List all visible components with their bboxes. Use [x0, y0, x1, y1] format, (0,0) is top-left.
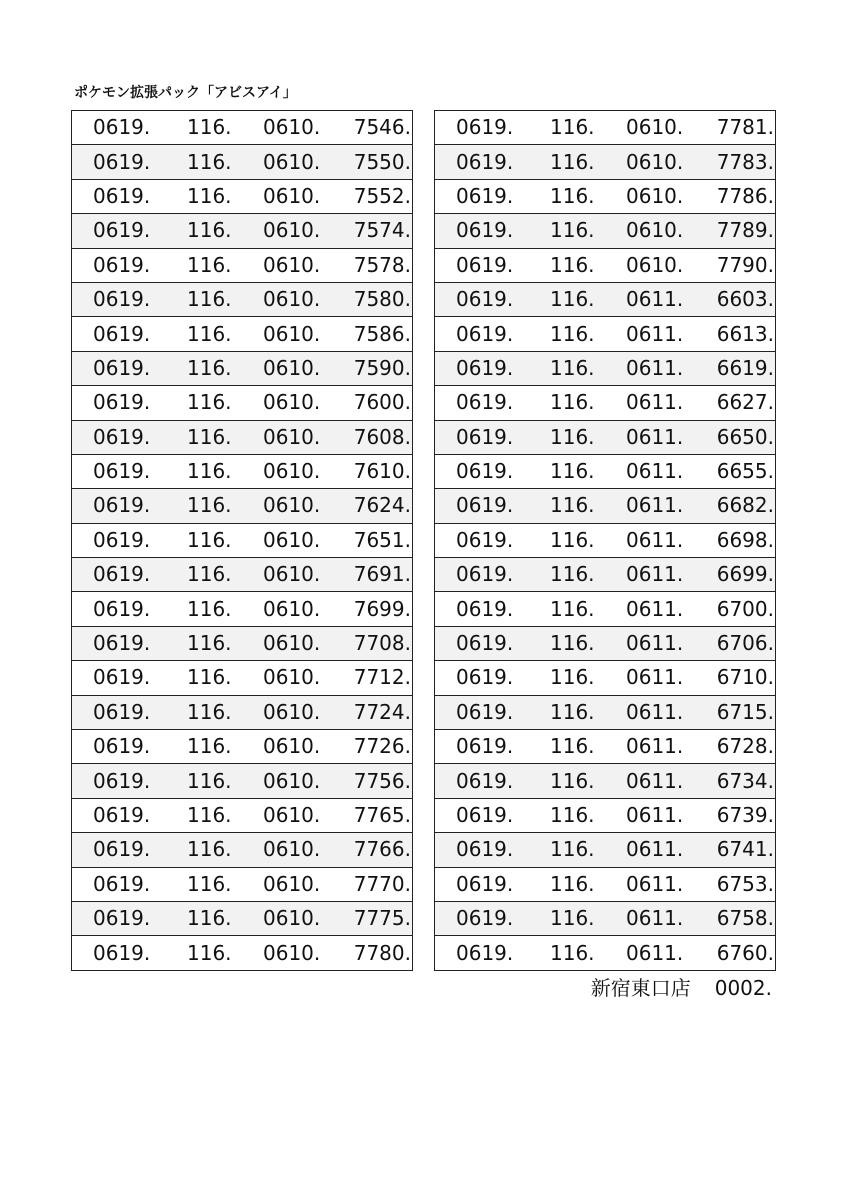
- number-segment-4: 7610.: [349, 454, 413, 488]
- number-segment-4: 7708.: [349, 626, 413, 660]
- number-segment-4: 7608.: [349, 420, 413, 454]
- number-segment-1: 0619.: [435, 420, 541, 454]
- number-segment-3: 0610.: [261, 523, 349, 557]
- number-segment-1: 0619.: [72, 936, 178, 970]
- number-segment-1: 0619.: [435, 867, 541, 901]
- table-row: [72, 695, 413, 729]
- number-segment-1: 0619.: [72, 489, 178, 523]
- number-segment-4: 6698.: [712, 523, 776, 557]
- number-segment-1: 0619.: [72, 833, 178, 867]
- number-segment-4: 7574.: [349, 214, 413, 248]
- number-segment-3: 0610.: [624, 248, 712, 282]
- number-segment-3: 0610.: [261, 558, 349, 592]
- number-segment-1: 0619.: [72, 558, 178, 592]
- number-segment-2: 116.: [540, 145, 624, 179]
- table-row: [72, 214, 413, 248]
- number-segment-1: 0619.: [72, 214, 178, 248]
- number-segment-3: 0611.: [624, 901, 712, 935]
- table-row: [435, 420, 776, 454]
- table-row: [72, 798, 413, 832]
- table-row: [435, 111, 776, 145]
- number-segment-3: 0611.: [624, 626, 712, 660]
- number-segment-2: 116.: [540, 489, 624, 523]
- number-segment-2: 116.: [540, 833, 624, 867]
- number-segment-2: 116.: [540, 558, 624, 592]
- number-segment-1: 0619.: [435, 626, 541, 660]
- number-segment-4: 7724.: [349, 695, 413, 729]
- number-segment-3: 0611.: [624, 420, 712, 454]
- number-segment-2: 116.: [540, 282, 624, 316]
- table-row: [435, 936, 776, 970]
- number-segment-1: 0619.: [72, 454, 178, 488]
- number-segment-3: 0610.: [261, 626, 349, 660]
- table-row: [435, 248, 776, 282]
- number-segment-4: 6603.: [712, 282, 776, 316]
- number-segment-4: 7546.: [349, 111, 413, 145]
- table-row: [435, 282, 776, 316]
- number-segment-3: 0611.: [624, 351, 712, 385]
- number-segment-2: 116.: [540, 179, 624, 213]
- number-segment-2: 116.: [177, 489, 261, 523]
- table-row: [72, 523, 413, 557]
- table-row: [72, 833, 413, 867]
- number-segment-2: 116.: [177, 248, 261, 282]
- number-segment-3: 0610.: [261, 111, 349, 145]
- number-segment-3: 0610.: [261, 695, 349, 729]
- table-row: [435, 214, 776, 248]
- table-row: [435, 626, 776, 660]
- number-segment-3: 0611.: [624, 695, 712, 729]
- number-segment-4: 7765.: [349, 798, 413, 832]
- number-segment-2: 116.: [540, 592, 624, 626]
- table-row: [72, 454, 413, 488]
- number-segment-4: 7756.: [349, 764, 413, 798]
- number-segment-1: 0619.: [435, 936, 541, 970]
- number-segment-4: 7712.: [349, 661, 413, 695]
- number-segment-4: 6758.: [712, 901, 776, 935]
- number-segment-1: 0619.: [435, 798, 541, 832]
- number-segment-3: 0610.: [261, 420, 349, 454]
- number-segment-2: 116.: [540, 351, 624, 385]
- number-segment-2: 116.: [177, 730, 261, 764]
- table-row: [435, 833, 776, 867]
- number-segment-3: 0610.: [624, 111, 712, 145]
- number-segment-3: 0611.: [624, 523, 712, 557]
- number-segment-2: 116.: [177, 592, 261, 626]
- number-segment-3: 0610.: [261, 317, 349, 351]
- number-segment-1: 0619.: [72, 592, 178, 626]
- table-row: [435, 454, 776, 488]
- number-segment-4: 6753.: [712, 867, 776, 901]
- number-segment-2: 116.: [177, 317, 261, 351]
- number-segment-2: 116.: [177, 661, 261, 695]
- number-segment-4: 7789.: [712, 214, 776, 248]
- number-segment-2: 116.: [177, 351, 261, 385]
- number-segment-4: 6760.: [712, 936, 776, 970]
- number-segment-3: 0611.: [624, 936, 712, 970]
- ticket-number-rows-right: [435, 111, 776, 971]
- number-segment-1: 0619.: [435, 214, 541, 248]
- number-segment-2: 116.: [177, 798, 261, 832]
- number-segment-4: 6700.: [712, 592, 776, 626]
- number-segment-4: 6741.: [712, 833, 776, 867]
- number-segment-2: 116.: [177, 214, 261, 248]
- number-segment-3: 0610.: [261, 179, 349, 213]
- number-segment-4: 6715.: [712, 695, 776, 729]
- number-segment-1: 0619.: [435, 695, 541, 729]
- table-row: [72, 489, 413, 523]
- table-row: [435, 798, 776, 832]
- number-segment-4: 6619.: [712, 351, 776, 385]
- number-segment-1: 0619.: [435, 248, 541, 282]
- number-segment-2: 116.: [540, 454, 624, 488]
- number-segment-2: 116.: [177, 833, 261, 867]
- number-segment-2: 116.: [177, 111, 261, 145]
- table-row: [72, 179, 413, 213]
- number-segment-3: 0610.: [261, 351, 349, 385]
- ticket-number-rows-left: [72, 111, 413, 971]
- number-segment-4: 7586.: [349, 317, 413, 351]
- number-segment-2: 116.: [177, 867, 261, 901]
- number-segment-3: 0611.: [624, 454, 712, 488]
- number-segment-1: 0619.: [72, 386, 178, 420]
- number-segment-2: 116.: [177, 764, 261, 798]
- number-segment-1: 0619.: [435, 558, 541, 592]
- number-segment-4: 7780.: [349, 936, 413, 970]
- number-segment-3: 0610.: [261, 454, 349, 488]
- number-segment-2: 116.: [177, 523, 261, 557]
- number-segment-4: 6706.: [712, 626, 776, 660]
- number-segment-2: 116.: [540, 523, 624, 557]
- number-segment-2: 116.: [540, 901, 624, 935]
- number-segment-1: 0619.: [435, 489, 541, 523]
- number-segment-1: 0619.: [435, 351, 541, 385]
- number-segment-3: 0611.: [624, 661, 712, 695]
- number-segment-1: 0619.: [72, 901, 178, 935]
- number-segment-2: 116.: [540, 317, 624, 351]
- number-segment-4: 7786.: [712, 179, 776, 213]
- number-segment-1: 0619.: [72, 661, 178, 695]
- store-code: 0002.: [714, 976, 772, 1000]
- number-segment-4: 6682.: [712, 489, 776, 523]
- number-segment-4: 7552.: [349, 179, 413, 213]
- table-row: [72, 420, 413, 454]
- number-segment-1: 0619.: [72, 145, 178, 179]
- table-row: [435, 179, 776, 213]
- number-segment-4: 7766.: [349, 833, 413, 867]
- number-segment-1: 0619.: [72, 248, 178, 282]
- number-segment-4: 6699.: [712, 558, 776, 592]
- number-segment-4: 6739.: [712, 798, 776, 832]
- number-segment-3: 0611.: [624, 489, 712, 523]
- table-row: [72, 592, 413, 626]
- table-row: [435, 523, 776, 557]
- table-row: [72, 661, 413, 695]
- table-row: [72, 317, 413, 351]
- number-segment-1: 0619.: [72, 317, 178, 351]
- number-segment-3: 0610.: [261, 661, 349, 695]
- number-segment-4: 6627.: [712, 386, 776, 420]
- number-segment-3: 0610.: [261, 386, 349, 420]
- table-row: [72, 626, 413, 660]
- number-segment-1: 0619.: [435, 592, 541, 626]
- number-segment-2: 116.: [540, 214, 624, 248]
- table-row: [72, 730, 413, 764]
- number-segment-4: 6728.: [712, 730, 776, 764]
- number-segment-1: 0619.: [435, 282, 541, 316]
- number-segment-4: 7726.: [349, 730, 413, 764]
- number-segment-4: 7775.: [349, 901, 413, 935]
- table-row: [72, 282, 413, 316]
- table-row: [435, 592, 776, 626]
- number-segment-3: 0610.: [261, 592, 349, 626]
- table-row: [72, 901, 413, 935]
- number-segment-3: 0611.: [624, 730, 712, 764]
- number-segment-4: 7578.: [349, 248, 413, 282]
- number-segment-1: 0619.: [72, 626, 178, 660]
- number-segment-1: 0619.: [72, 179, 178, 213]
- number-segment-3: 0610.: [261, 901, 349, 935]
- number-segment-2: 116.: [540, 248, 624, 282]
- table-row: [72, 936, 413, 970]
- table-row: [435, 901, 776, 935]
- ticket-number-table-right: [434, 110, 776, 971]
- table-row: [72, 351, 413, 385]
- number-segment-2: 116.: [177, 454, 261, 488]
- number-segment-1: 0619.: [435, 523, 541, 557]
- number-segment-4: 7783.: [712, 145, 776, 179]
- number-segment-4: 7699.: [349, 592, 413, 626]
- number-segment-1: 0619.: [435, 145, 541, 179]
- number-segment-1: 0619.: [435, 833, 541, 867]
- number-segment-4: 7691.: [349, 558, 413, 592]
- number-segment-3: 0611.: [624, 282, 712, 316]
- number-segment-4: 6710.: [712, 661, 776, 695]
- number-segment-1: 0619.: [435, 730, 541, 764]
- table-row: [72, 248, 413, 282]
- table-row: [435, 317, 776, 351]
- number-segment-4: 7651.: [349, 523, 413, 557]
- number-segment-4: 7550.: [349, 145, 413, 179]
- number-segment-3: 0610.: [261, 730, 349, 764]
- number-segment-4: 7600.: [349, 386, 413, 420]
- number-segment-1: 0619.: [72, 798, 178, 832]
- table-row: [435, 145, 776, 179]
- number-segment-2: 116.: [177, 936, 261, 970]
- number-segment-2: 116.: [177, 901, 261, 935]
- number-segment-3: 0610.: [261, 833, 349, 867]
- number-segment-3: 0611.: [624, 592, 712, 626]
- number-segment-1: 0619.: [435, 179, 541, 213]
- number-segment-2: 116.: [177, 695, 261, 729]
- ticket-number-table-left: [71, 110, 413, 971]
- number-segment-4: 6655.: [712, 454, 776, 488]
- number-segment-3: 0610.: [624, 145, 712, 179]
- number-segment-2: 116.: [540, 661, 624, 695]
- number-segment-3: 0611.: [624, 867, 712, 901]
- number-segment-1: 0619.: [435, 111, 541, 145]
- number-segment-1: 0619.: [72, 523, 178, 557]
- number-segment-2: 116.: [540, 626, 624, 660]
- table-row: [72, 111, 413, 145]
- number-segment-4: 7781.: [712, 111, 776, 145]
- number-segment-3: 0610.: [624, 179, 712, 213]
- number-segment-2: 116.: [177, 626, 261, 660]
- store-footer: [591, 972, 772, 1001]
- number-segment-4: 6734.: [712, 764, 776, 798]
- number-segment-3: 0611.: [624, 558, 712, 592]
- number-segment-3: 0611.: [624, 764, 712, 798]
- number-segment-1: 0619.: [72, 764, 178, 798]
- number-segment-2: 116.: [540, 936, 624, 970]
- number-segment-3: 0610.: [261, 145, 349, 179]
- number-segment-3: 0610.: [261, 867, 349, 901]
- table-row: [435, 558, 776, 592]
- table-row: [72, 764, 413, 798]
- number-segment-2: 116.: [540, 386, 624, 420]
- number-segment-1: 0619.: [435, 386, 541, 420]
- number-segment-3: 0610.: [261, 214, 349, 248]
- document-title: ポケモン拡張パック「アビスアイ」: [74, 85, 297, 101]
- number-segment-2: 116.: [540, 764, 624, 798]
- number-segment-2: 116.: [177, 179, 261, 213]
- table-row: [72, 867, 413, 901]
- table-row: [435, 351, 776, 385]
- number-segment-3: 0610.: [261, 248, 349, 282]
- number-segment-3: 0610.: [624, 214, 712, 248]
- number-segment-2: 116.: [177, 558, 261, 592]
- number-segment-3: 0610.: [261, 798, 349, 832]
- number-segment-3: 0611.: [624, 386, 712, 420]
- table-row: [435, 867, 776, 901]
- number-segment-4: 7590.: [349, 351, 413, 385]
- number-segment-2: 116.: [177, 145, 261, 179]
- table-row: [72, 145, 413, 179]
- number-segment-4: 6650.: [712, 420, 776, 454]
- number-segment-3: 0611.: [624, 317, 712, 351]
- number-segment-2: 116.: [540, 867, 624, 901]
- table-row: [72, 558, 413, 592]
- table-row: [435, 489, 776, 523]
- table-row: [435, 386, 776, 420]
- number-segment-1: 0619.: [435, 317, 541, 351]
- number-segment-1: 0619.: [435, 764, 541, 798]
- number-segment-4: 7624.: [349, 489, 413, 523]
- number-segment-2: 116.: [177, 386, 261, 420]
- number-segment-2: 116.: [177, 282, 261, 316]
- store-name: 新宿東口店: [590, 976, 691, 1000]
- table-row: [435, 695, 776, 729]
- number-segment-4: 7580.: [349, 282, 413, 316]
- number-segment-1: 0619.: [72, 351, 178, 385]
- number-segment-2: 116.: [177, 420, 261, 454]
- number-segment-3: 0611.: [624, 798, 712, 832]
- number-segment-2: 116.: [540, 420, 624, 454]
- number-segment-3: 0610.: [261, 282, 349, 316]
- table-row: [435, 661, 776, 695]
- number-segment-2: 116.: [540, 111, 624, 145]
- number-segment-1: 0619.: [435, 661, 541, 695]
- table-row: [435, 730, 776, 764]
- number-segment-3: 0610.: [261, 936, 349, 970]
- table-row: [72, 386, 413, 420]
- number-segment-2: 116.: [540, 695, 624, 729]
- number-segment-1: 0619.: [72, 282, 178, 316]
- number-segment-3: 0610.: [261, 764, 349, 798]
- number-segment-1: 0619.: [435, 901, 541, 935]
- number-segment-3: 0610.: [261, 489, 349, 523]
- number-segment-1: 0619.: [72, 420, 178, 454]
- number-segment-1: 0619.: [435, 454, 541, 488]
- number-segment-1: 0619.: [72, 867, 178, 901]
- number-segment-2: 116.: [540, 730, 624, 764]
- number-segment-4: 6613.: [712, 317, 776, 351]
- table-row: [435, 764, 776, 798]
- number-segment-1: 0619.: [72, 695, 178, 729]
- number-segment-1: 0619.: [72, 111, 178, 145]
- number-segment-3: 0611.: [624, 833, 712, 867]
- number-segment-2: 116.: [540, 798, 624, 832]
- number-segment-4: 7790.: [712, 248, 776, 282]
- number-segment-1: 0619.: [72, 730, 178, 764]
- number-segment-4: 7770.: [349, 867, 413, 901]
